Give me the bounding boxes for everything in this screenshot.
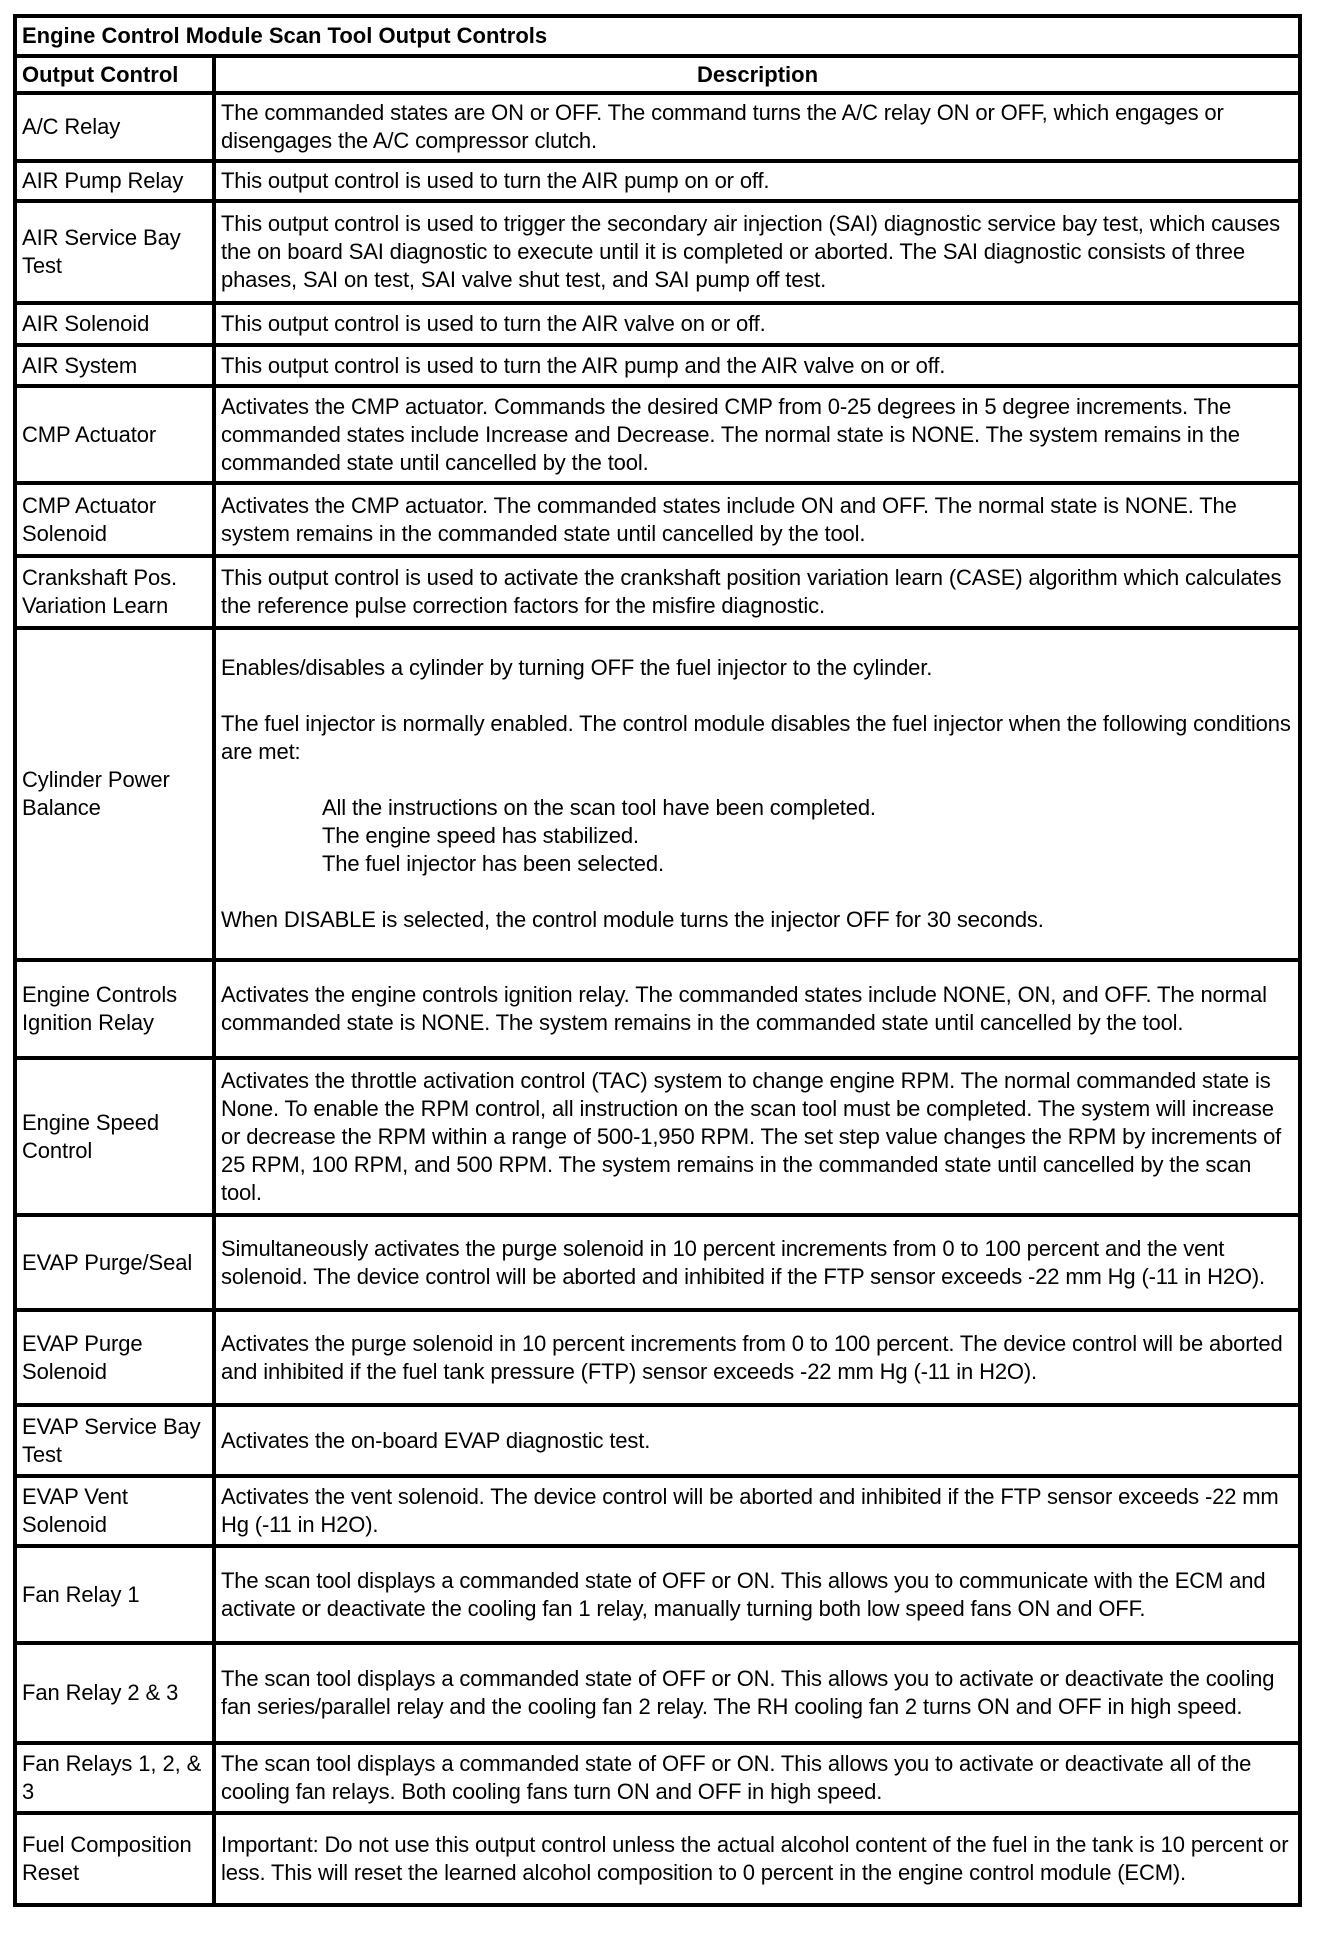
paragraph-spacer bbox=[221, 766, 1294, 794]
condition-item: All the instructions on the scan tool have been completed. bbox=[322, 795, 876, 820]
output-control-name: Fan Relays 1, 2, & 3 bbox=[15, 1743, 214, 1813]
output-control-name: A/C Relay bbox=[15, 93, 214, 161]
table-row bbox=[15, 1058, 1300, 1215]
table-row bbox=[15, 303, 1300, 345]
output-control-description: Important: Do not use this output control unless the actual alcohol content of the fuel in the tank is 10 percent or less. This will reset the learned alcohol composition to 0 percent in the engine control module (ECM). bbox=[214, 1813, 1300, 1905]
table-row bbox=[15, 1310, 1300, 1405]
description-paragraph: When DISABLE is selected, the control module turns the injector OFF for 30 seconds. bbox=[221, 907, 1044, 932]
column-header-output-control: Output Control bbox=[15, 56, 214, 93]
table-row bbox=[15, 93, 1300, 161]
condition-item: The fuel injector has been selected. bbox=[322, 851, 664, 876]
table-row bbox=[15, 386, 1300, 483]
output-control-description: This output control is used to turn the AIR pump on or off. bbox=[214, 161, 1300, 201]
output-control-name: EVAP Purge Solenoid bbox=[15, 1310, 214, 1405]
output-control-name: AIR System bbox=[15, 345, 214, 386]
output-control-description: The scan tool displays a commanded state of OFF or ON. This allows you to activate or deactivate all of the cooling fan relays. Both cooling fans turn ON and OFF in high speed. bbox=[214, 1743, 1300, 1813]
output-control-name: CMP Actuator bbox=[15, 386, 214, 483]
table-row bbox=[15, 1215, 1300, 1310]
condition-item: The engine speed has stabilized. bbox=[322, 823, 639, 848]
table-row bbox=[15, 1405, 1300, 1476]
output-control-name: Engine Speed Control bbox=[15, 1058, 214, 1215]
output-control-description: Activates the CMP actuator. The commanded states include ON and OFF. The normal state is NONE. The system remains in the commanded state until cancelled by the tool. bbox=[214, 483, 1300, 556]
output-control-name: Fan Relay 2 & 3 bbox=[15, 1643, 214, 1743]
output-control-name: EVAP Service Bay Test bbox=[15, 1405, 214, 1476]
table-row bbox=[15, 1813, 1300, 1905]
table-row bbox=[15, 1476, 1300, 1546]
output-controls-table bbox=[13, 14, 1302, 1907]
table-row bbox=[15, 556, 1300, 628]
paragraph-spacer bbox=[221, 682, 1294, 710]
output-control-description: Activates the vent solenoid. The device control will be aborted and inhibited if the FTP sensor exceeds -22 mm Hg (-11 in H2O). bbox=[214, 1476, 1300, 1546]
output-control-name: Cylinder Power Balance bbox=[15, 628, 214, 960]
output-control-name: Fan Relay 1 bbox=[15, 1546, 214, 1643]
header-row bbox=[15, 56, 1300, 93]
output-control-name: AIR Pump Relay bbox=[15, 161, 214, 201]
title-row bbox=[15, 16, 1300, 56]
output-control-description: The scan tool displays a commanded state of OFF or ON. This allows you to communicate with the ECM and activate or deactivate the cooling fan 1 relay, manually turning both low speed fans ON and OFF. bbox=[214, 1546, 1300, 1643]
description-paragraph: Enables/disables a cylinder by turning OFF the fuel injector to the cylinder. bbox=[221, 655, 933, 680]
output-control-name: Engine Controls Ignition Relay bbox=[15, 960, 214, 1058]
output-control-description: This output control is used to trigger the secondary air injection (SAI) diagnostic service bay test, which causes the on board SAI diagnostic to execute until it is completed or aborted. The SAI diagnostic consists of three phases, SAI on test, SAI valve shut test, and SAI pump off test. bbox=[214, 201, 1300, 303]
output-control-name: Crankshaft Pos. Variation Learn bbox=[15, 556, 214, 628]
output-control-name: EVAP Vent Solenoid bbox=[15, 1476, 214, 1546]
table-row bbox=[15, 161, 1300, 201]
table-row bbox=[15, 960, 1300, 1058]
table-row bbox=[15, 1546, 1300, 1643]
output-control-description: The scan tool displays a commanded state of OFF or ON. This allows you to activate or deactivate the cooling fan series/parallel relay and the cooling fan 2 relay. The RH cooling fan 2 turns ON and OFF in high speed. bbox=[214, 1643, 1300, 1743]
output-control-description: The commanded states are ON or OFF. The command turns the A/C relay ON or OFF, which engages or disengages the A/C compressor clutch. bbox=[214, 93, 1300, 161]
table-row bbox=[15, 1743, 1300, 1813]
output-control-description: This output control is used to activate the crankshaft position variation learn (CASE) algorithm which calculates the reference pulse correction factors for the misfire diagnostic. bbox=[214, 556, 1300, 628]
table-row bbox=[15, 628, 1300, 960]
table-row bbox=[15, 483, 1300, 556]
output-control-name: EVAP Purge/Seal bbox=[15, 1215, 214, 1310]
output-control-name: Fuel Composition Reset bbox=[15, 1813, 214, 1905]
output-control-name: AIR Solenoid bbox=[15, 303, 214, 345]
output-control-name: CMP Actuator Solenoid bbox=[15, 483, 214, 556]
paragraph-spacer bbox=[221, 878, 1294, 906]
output-control-description: Activates the engine controls ignition relay. The commanded states include NONE, ON, and OFF. The normal commanded state is NONE. The system remains in the commanded state until cancelled by the tool. bbox=[214, 960, 1300, 1058]
output-control-description: This output control is used to turn the AIR pump and the AIR valve on or off. bbox=[214, 345, 1300, 386]
output-control-description bbox=[214, 628, 1300, 960]
output-control-description: Activates the throttle activation control (TAC) system to change engine RPM. The normal commanded state is None. To enable the RPM control, all instruction on the scan tool must be completed. The system will increase or decrease the RPM within a range of 500-1,950 RPM. The set step value changes the RPM by increments of 25 RPM, 100 RPM, and 500 RPM. The system remains in the commanded state until cancelled by the scan tool. bbox=[214, 1058, 1300, 1215]
output-control-description: Activates the CMP actuator. Commands the desired CMP from 0-25 degrees in 5 degree increments. The commanded states include Increase and Decrease. The normal state is NONE. The system remains in the commanded state until cancelled by the tool. bbox=[214, 386, 1300, 483]
output-control-name: AIR Service Bay Test bbox=[15, 201, 214, 303]
output-control-description: This output control is used to turn the AIR valve on or off. bbox=[214, 303, 1300, 345]
column-header-description: Description bbox=[214, 56, 1300, 93]
output-control-description: Activates the on-board EVAP diagnostic test. bbox=[214, 1405, 1300, 1476]
output-control-description: Simultaneously activates the purge solenoid in 10 percent increments from 0 to 100 percent and the vent solenoid. The device control will be aborted and inhibited if the FTP sensor exceeds -22 mm Hg (-11 in H2O). bbox=[214, 1215, 1300, 1310]
description-paragraph: The fuel injector is normally enabled. The control module disables the fuel injector when the following conditions are met: bbox=[221, 711, 1291, 764]
table-row bbox=[15, 345, 1300, 386]
table-row bbox=[15, 201, 1300, 303]
table-title: Engine Control Module Scan Tool Output Controls bbox=[15, 16, 1300, 56]
output-control-description: Activates the purge solenoid in 10 percent increments from 0 to 100 percent. The device control will be aborted and inhibited if the fuel tank pressure (FTP) sensor exceeds -22 mm Hg (-11 in H2O). bbox=[214, 1310, 1300, 1405]
table-row bbox=[15, 1643, 1300, 1743]
